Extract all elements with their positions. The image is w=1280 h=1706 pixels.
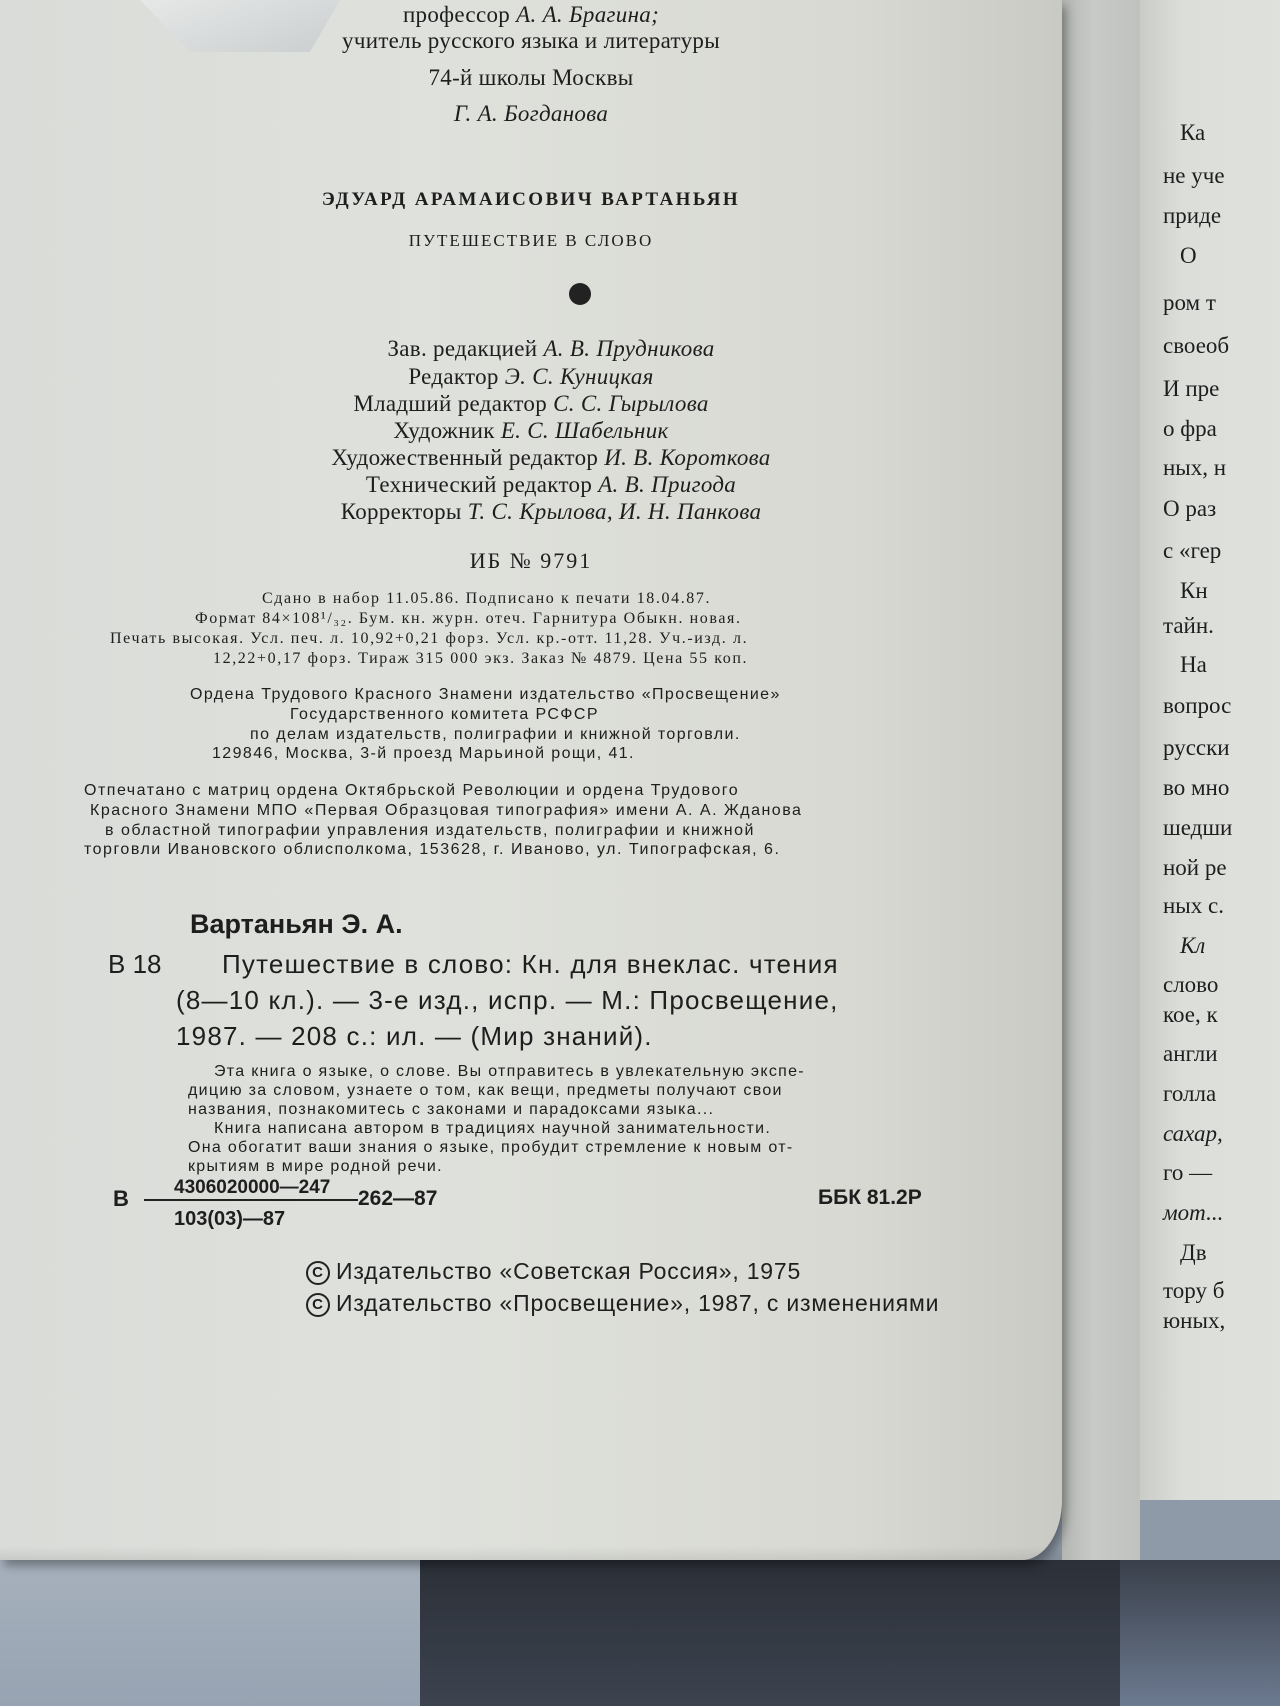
text-fragment: слово <box>1163 972 1219 997</box>
book-gutter <box>1062 0 1140 1560</box>
spec-line: Сдано в набор 11.05.86. Подписано к печати 18.04.87. <box>262 590 712 607</box>
text-fragment: ром т <box>1163 290 1216 315</box>
reviewer-line: 74-й школы Москвы <box>428 65 634 90</box>
catalog-entry-line: Путешествие в слово: Кн. для внеклас. чтения <box>222 949 839 979</box>
text-fragment: тору б <box>1163 1278 1225 1303</box>
copyright-icon: C <box>306 1261 330 1285</box>
copyright-line: C Издательство «Советская Россия», 1975 <box>306 1258 801 1285</box>
publisher-line: по делам издательств, полиграфии и книжной торговли. <box>250 726 741 743</box>
catalog-entry-line: 1987. — 208 с.: ил. — (Мир знаний). <box>176 1021 653 1051</box>
text-fragment: голла <box>1163 1081 1217 1106</box>
author-full-name: ЭДУАРД АРАМАИСОВИЧ ВАРТАНЬЯН <box>321 189 741 210</box>
bullet-separator-icon <box>569 283 591 305</box>
text-fragment: сахар, <box>1163 1121 1223 1146</box>
copyright-icon: C <box>306 1293 330 1317</box>
credit-line: Корректоры Т. С. Крылова, И. Н. Панкова <box>340 499 762 524</box>
annotation-line: Эта книга о языке, о слове. Вы отправитесь в увлекательную экспе- <box>214 1063 805 1080</box>
annotation-line: названия, познакомитесь с законами и парадоксами языка... <box>188 1101 715 1118</box>
fraction-line <box>144 1199 358 1201</box>
credit-line: Технический редактор А. В. Пригода <box>365 472 737 497</box>
annotation-line: крытиям в мире родной речи. <box>188 1158 443 1175</box>
text-fragment: ной ре <box>1163 855 1227 880</box>
table-surface <box>0 1560 420 1706</box>
text-fragment: мот... <box>1163 1200 1224 1225</box>
text-fragment: англи <box>1163 1041 1218 1066</box>
printer-line: Отпечатано с матриц ордена Октябрьской Революции и ордена Трудового <box>84 782 740 799</box>
credit-line: Художник Е. С. Шабельник <box>393 418 669 443</box>
text-fragment: О <box>1180 243 1197 268</box>
text-fragment: во мно <box>1163 775 1230 800</box>
text-fragment: вопрос <box>1163 693 1232 718</box>
printer-line: в областной типографии управления издательств, полиграфии и книжной <box>105 822 755 839</box>
catalog-entry-line: (8—10 кл.). — 3-е изд., испр. — М.: Просвещение, <box>176 985 839 1015</box>
index-letter: В <box>113 1186 129 1211</box>
text-fragment: Ка <box>1180 120 1206 145</box>
annotation-line: Книга написана автором в традициях научной занимательности. <box>214 1120 772 1137</box>
publisher-line: 129846, Москва, 3-й проезд Марьиной рощи, 41. <box>212 745 635 762</box>
text-fragment: о фра <box>1163 416 1217 441</box>
book-shadow <box>420 1560 1120 1706</box>
text-fragment: кое, к <box>1163 1002 1218 1027</box>
spec-line: Формат 84×108¹/₃₂. Бум. кн. журн. отеч. Гарнитура Обыкн. новая. <box>195 610 742 627</box>
text-fragment: Кн <box>1180 578 1208 603</box>
publisher-line: Государственного комитета РСФСР <box>290 706 599 723</box>
annotation-line: Она обогатит ваши знания о языке, пробудит стремление к новым от- <box>188 1139 794 1156</box>
credit-line: Зав. редакцией А. В. Прудникова <box>387 336 715 361</box>
text-fragment: И пре <box>1163 376 1220 401</box>
ib-number: ИБ № 9791 <box>469 548 593 573</box>
reviewer-line: учитель русского языка и литературы <box>342 28 720 53</box>
text-fragment: шедши <box>1163 815 1233 840</box>
index-suffix: 262—87 <box>358 1187 438 1210</box>
text-fragment: с «гер <box>1163 538 1222 563</box>
text-fragment: ных, н <box>1163 455 1227 480</box>
text-fragment: русски <box>1163 735 1230 760</box>
credit-line: Редактор Э. С. Куницкая <box>408 364 654 389</box>
text-fragment: го — <box>1163 1160 1213 1185</box>
index-denominator: 103(03)—87 <box>174 1208 286 1230</box>
text-fragment: На <box>1180 652 1207 677</box>
book-title: ПУТЕШЕСТВИЕ В СЛОВО <box>408 231 654 250</box>
text-fragment: Кл <box>1180 933 1206 958</box>
spec-line: 12,22+0,17 форз. Тираж 315 000 экз. Заказ № 4879. Цена 55 коп. <box>213 650 749 667</box>
reviewer-line: Г. А. Богданова <box>453 101 609 126</box>
copyright-line: C Издательство «Просвещение», 1987, с изменениями <box>306 1290 939 1317</box>
publisher-line: Ордена Трудового Красного Знамени издательство «Просвещение» <box>190 686 781 703</box>
credit-line: Младший редактор С. С. Гырылова <box>353 391 709 416</box>
spec-line: Печать высокая. Усл. печ. л. 10,92+0,21 форз. Усл. кр.-отт. 11,28. Уч.-изд. л. <box>110 630 749 647</box>
catalog-author: Вартаньян Э. А. <box>190 909 403 939</box>
index-numerator: 4306020000—247 <box>174 1177 331 1198</box>
printer-line: Красного Знамени МПО «Первая Образцовая типография» имени А. А. Жданова <box>90 802 803 819</box>
printer-line: торговли Ивановского облисполкома, 153628, г. Иваново, ул. Типографская, 6. <box>84 841 781 858</box>
catalog-code: В 18 <box>108 949 162 979</box>
text-fragment: ных с. <box>1163 893 1224 918</box>
table-surface-right <box>1120 1560 1280 1706</box>
text-fragment: Дв <box>1180 1240 1207 1265</box>
credit-line: Художественный редактор И. В. Короткова <box>331 445 771 470</box>
text-fragment: приде <box>1163 203 1222 228</box>
reviewer-line: профессор А. А. Брагина; <box>402 2 660 27</box>
text-fragment: юных, <box>1163 1308 1226 1333</box>
annotation-line: дицию за словом, узнаете о том, как вещи, предметы получают свои <box>188 1082 783 1099</box>
text-fragment: не уче <box>1163 163 1225 188</box>
text-fragment: О раз <box>1163 496 1217 521</box>
text-fragment: тайн. <box>1163 613 1214 638</box>
bbk-code: ББК 81.2Р <box>818 1186 922 1209</box>
text-fragment: своеоб <box>1163 333 1230 358</box>
